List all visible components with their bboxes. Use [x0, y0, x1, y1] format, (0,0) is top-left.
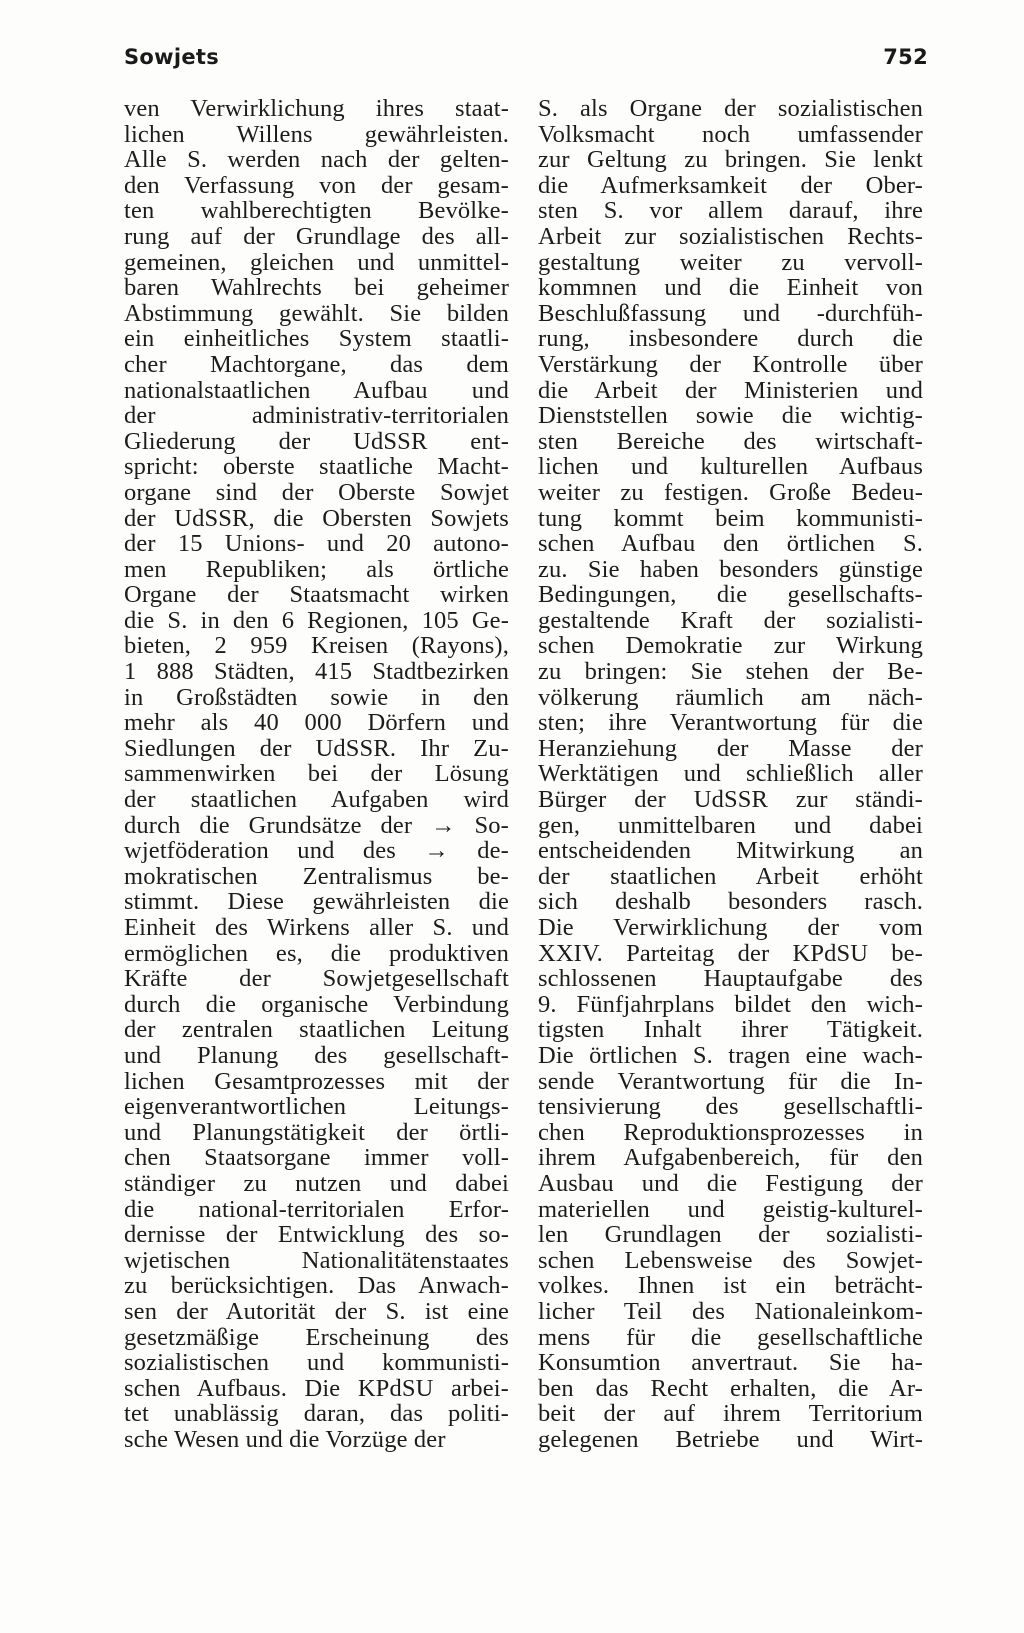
text-line: dernisse der Entwicklung des so-: [124, 1221, 509, 1249]
text-line: sten; ihre Verantwortung für die: [538, 709, 923, 737]
text-line: der staatlichen Aufgaben wird: [124, 786, 509, 814]
text-line: len Grundlagen der sozialisti-: [538, 1221, 923, 1249]
text-line: gen, unmittelbaren und dabei: [538, 811, 923, 839]
text-line: schen Aufbaus. Die KPdSU arbei-: [124, 1374, 509, 1402]
text-line: men Republiken; als örtliche: [124, 555, 509, 583]
text-line: organe sind der Oberste Sowjet: [124, 478, 509, 506]
page-number: 752: [883, 45, 928, 69]
text-line: sche Wesen und die Vorzüge der: [124, 1425, 446, 1453]
text-line: lichen und kulturellen Aufbaus: [538, 453, 923, 481]
text-line: Werktätigen und schließlich aller: [538, 760, 923, 788]
text-line: weiter zu festigen. Große Bedeu-: [538, 478, 923, 506]
text-line: kommnen und die Einheit von: [538, 274, 923, 302]
text-line: Siedlungen der UdSSR. Ihr Zu-: [124, 734, 509, 762]
text-line: ben das Recht erhalten, die Ar-: [538, 1374, 923, 1402]
text-line: volkes. Ihnen ist ein beträcht-: [538, 1272, 923, 1300]
text-line: völkerung räumlich am näch-: [538, 683, 923, 711]
text-line: sten Bereiche des wirtschaft-: [538, 427, 923, 455]
text-line: Ausbau und die Festigung der: [538, 1169, 923, 1197]
text-line: der zentralen staatlichen Leitung: [124, 1016, 509, 1044]
text-line: mokratischen Zentralismus be-: [124, 862, 509, 890]
text-line: nationalstaatlichen Aufbau und: [124, 376, 509, 404]
running-head-title: Sowjets: [124, 45, 220, 69]
text-line: mens für die gesellschaftliche: [538, 1323, 923, 1351]
text-line: Organe der Staatsmacht wirken: [124, 581, 509, 609]
text-line: rung, insbesondere durch die: [538, 325, 923, 353]
text-line: cher Machtorgane, das dem: [124, 350, 509, 378]
text-line: sammenwirken bei der Lösung: [124, 760, 509, 788]
text-line: tigsten Inhalt ihrer Tätigkeit.: [538, 1016, 923, 1044]
text-line: eigenverantwortlichen Leitungs-: [124, 1093, 509, 1121]
text-line: durch die Grundsätze der → So-: [124, 811, 509, 839]
text-line: ven Verwirklichung ihres staat-: [124, 95, 509, 122]
text-line: und Planung des gesellschaft-: [124, 1041, 509, 1069]
text-line: durch die organische Verbindung: [124, 990, 509, 1018]
text-line: tensivierung des gesellschaftli-: [538, 1093, 923, 1121]
text-line: zu bringen: Sie stehen der Be-: [538, 658, 923, 686]
text-line: lichen Gesamtprozesses mit der: [124, 1067, 509, 1095]
text-line: Abstimmung gewählt. Sie bilden: [124, 299, 509, 327]
text-line: zu berücksichtigen. Das Anwach-: [124, 1272, 509, 1300]
text-line: sich deshalb besonders rasch.: [538, 888, 923, 916]
text-line: sen der Autorität der S. ist eine: [124, 1297, 509, 1325]
text-line: schlossenen Hauptaufgabe des: [538, 965, 923, 993]
text-line: ständiger zu nutzen und dabei: [124, 1169, 509, 1197]
text-line: ein einheitliches System staatli-: [124, 325, 509, 353]
text-line: Heranziehung der Masse der: [538, 734, 923, 762]
text-line: Arbeit zur sozialistischen Rechts-: [538, 222, 923, 250]
text-line: materiellen und geistig-kulturel-: [538, 1195, 923, 1223]
text-line: chen Staatsorgane immer voll-: [124, 1144, 509, 1172]
text-line: ermöglichen es, die produktiven: [124, 939, 509, 967]
text-line: wjetischen Nationalitätenstaates: [124, 1246, 509, 1274]
text-line: ihrem Aufgabenbereich, für den: [538, 1144, 923, 1172]
text-line: entscheidenden Mitwirkung an: [538, 837, 923, 865]
text-line: Kräfte der Sowjetgesellschaft: [124, 965, 509, 993]
text-line: chen Reproduktionsprozesses in: [538, 1118, 923, 1146]
text-line: Beschlußfassung und -durchfüh-: [538, 299, 923, 327]
text-line: Einheit des Wirkens aller S. und: [124, 914, 509, 941]
text-line: der administrativ-territorialen: [124, 402, 509, 430]
text-line: schen Aufbau den örtlichen S.: [538, 530, 923, 558]
text-line: sten S. vor allem darauf, ihre: [538, 197, 923, 225]
text-line: Volksmacht noch umfassender: [538, 120, 923, 148]
text-line: gestaltung weiter zu vervoll-: [538, 248, 923, 276]
text-line: gesetzmäßige Erscheinung des: [124, 1323, 509, 1351]
text-line: baren Wahlrechts bei geheimer: [124, 274, 509, 302]
text-line: Die Verwirklichung der vom: [538, 914, 923, 941]
text-line: gestaltende Kraft der sozialisti-: [538, 606, 923, 634]
text-line: S. als Organe der sozialistischen: [538, 95, 923, 122]
text-line: Dienststellen sowie die wichtig-: [538, 402, 923, 430]
text-line: den Verfassung von der gesam-: [124, 171, 509, 199]
text-line: die national-territorialen Erfor-: [124, 1195, 509, 1223]
text-line: XXIV. Parteitag der KPdSU be-: [538, 939, 923, 967]
text-line: ten wahlberechtigten Bevölke-: [124, 197, 509, 225]
text-line: in Großstädten sowie in den: [124, 683, 509, 711]
text-line: die Aufmerksamkeit der Ober-: [538, 171, 923, 199]
text-line: mehr als 40 000 Dörfern und: [124, 709, 509, 737]
text-line: 9. Fünfjahrplans bildet den wich-: [538, 990, 923, 1018]
text-line: und Planungstätigkeit der örtli-: [124, 1118, 509, 1146]
text-line: Bedingungen, die gesellschafts-: [538, 581, 923, 609]
text-line: die S. in den 6 Regionen, 105 Ge-: [124, 606, 509, 634]
text-line: der UdSSR, die Obersten Sowjets: [124, 504, 509, 532]
text-line: gelegenen Betriebe und Wirt-: [538, 1425, 923, 1453]
text-line: Gliederung der UdSSR ent-: [124, 427, 509, 455]
text-line: Bürger der UdSSR zur ständi-: [538, 786, 923, 814]
text-line: Konsumtion anvertraut. Sie ha-: [538, 1349, 923, 1377]
text-line: beit der auf ihrem Territorium: [538, 1400, 923, 1428]
text-line: rung auf der Grundlage des all-: [124, 222, 509, 250]
text-line: Die örtlichen S. tragen eine wach-: [538, 1041, 923, 1069]
text-line: licher Teil des Nationaleinkom-: [538, 1297, 923, 1325]
text-line: schen Lebensweise des Sowjet-: [538, 1246, 923, 1274]
text-line: gemeinen, gleichen und unmittel-: [124, 248, 509, 276]
text-line: wjetföderation und des → de-: [124, 837, 509, 865]
text-line: sozialistischen und kommunisti-: [124, 1349, 509, 1377]
right-text-column: [538, 96, 923, 1452]
text-line: 1 888 Städten, 415 Stadtbezirken: [124, 658, 509, 686]
text-line: stimmt. Diese gewährleisten die: [124, 888, 509, 916]
text-line: tung kommt beim kommunisti-: [538, 504, 923, 532]
text-line: zur Geltung zu bringen. Sie lenkt: [538, 146, 923, 174]
text-line: schen Demokratie zur Wirkung: [538, 632, 923, 660]
text-line: Verstärkung der Kontrolle über: [538, 350, 923, 378]
text-line: spricht: oberste staatliche Macht-: [124, 453, 509, 481]
text-line: lichen Willens gewährleisten.: [124, 120, 509, 148]
text-line: zu. Sie haben besonders günstige: [538, 555, 923, 583]
text-line: Alle S. werden nach der gelten-: [124, 146, 509, 174]
left-text-column: [124, 96, 509, 1452]
text-line: bieten, 2 959 Kreisen (Rayons),: [124, 632, 509, 660]
text-line: der staatlichen Arbeit erhöht: [538, 862, 923, 890]
text-line: sende Verantwortung für die In-: [538, 1067, 923, 1095]
text-line: tet unablässig daran, das politi-: [124, 1400, 509, 1428]
text-line: der 15 Unions- und 20 autono-: [124, 530, 509, 558]
text-line: die Arbeit der Ministerien und: [538, 376, 923, 404]
